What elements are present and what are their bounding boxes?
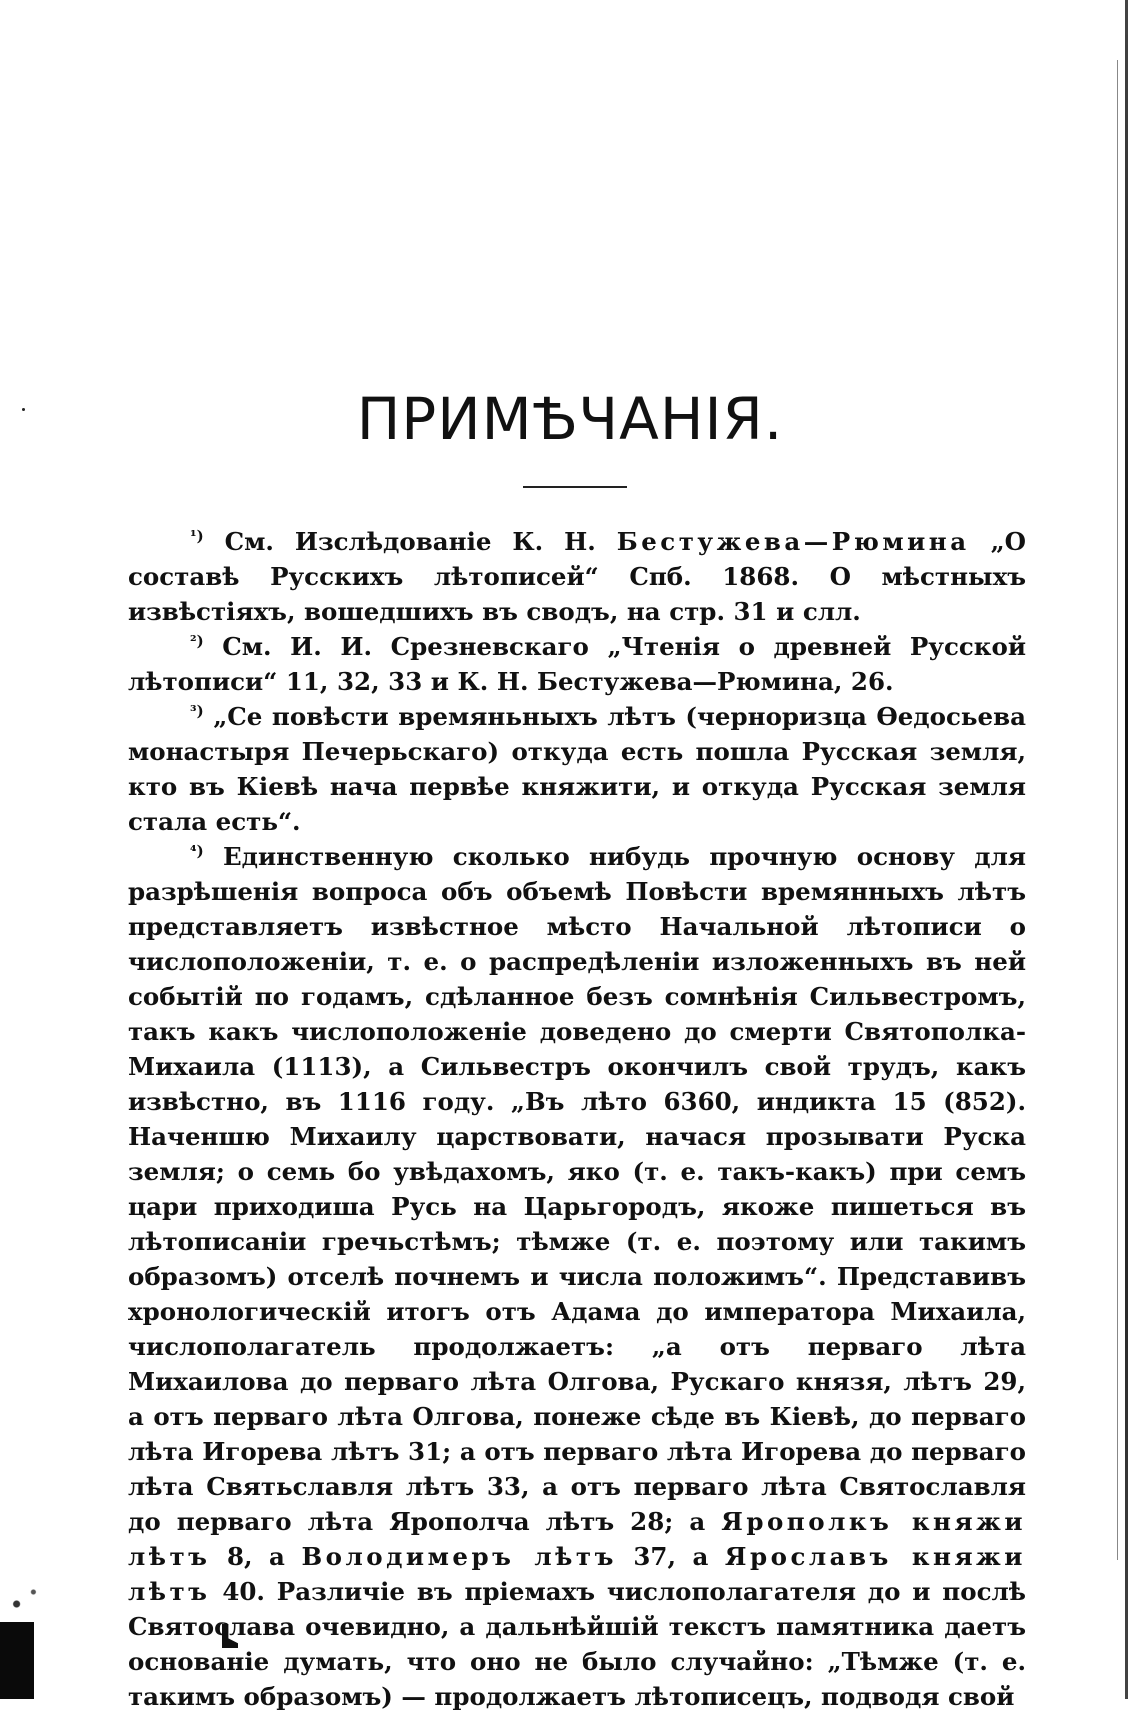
footnote-text: „О составѣ Русскихъ лѣтописей“ Спб. 1868. О мѣстныхъ извѣстіяхъ, вошедшихъ въ сводъ, на стр. 31 и слл.	[128, 527, 1026, 626]
title-rule-divider	[523, 486, 627, 488]
footnote-4	[128, 839, 1026, 1714]
scan-edge-thin-line	[1117, 60, 1118, 1560]
footnote-3	[128, 699, 1026, 839]
footnote-marker: ⁴)	[190, 842, 204, 860]
spaced-name-text: Володимеръ лѣтъ	[301, 1542, 617, 1571]
footnote-text: „Се повѣсти времяньныхъ лѣтъ (черноризца Ѳедосьева монастыря Печерьскаго) откуда есть пошла Русская земля, кто въ Кіевѣ нача первѣе княжити, и откуда Русская земля стала есть“.	[128, 702, 1026, 836]
footnote-text: 8, а	[210, 1542, 302, 1571]
notes-section	[128, 524, 1026, 1714]
footnote-text: 37, а	[616, 1542, 725, 1571]
spaced-name-text: Ярославъ княжи лѣтъ	[128, 1542, 1026, 1606]
footnote-marker: ³)	[190, 702, 204, 720]
footnote-text: 40. Различіе въ пріемахъ числополагателя до и послѣ Святослава очевидно, а дальнѣйшій текстъ памятника даетъ основаніе думать, что оно не было случайно: „Тѣмже (т. е. такимъ образомъ) — продолжаетъ лѣтописецъ, подводя свой	[128, 1577, 1026, 1711]
footnote-marker: ¹)	[190, 527, 204, 545]
spaced-name-text: Ярополкъ княжи лѣтъ	[128, 1507, 1026, 1571]
footnote-text: Единственную сколько нибудь прочную основу для разрѣшенія вопроса объ объемѣ Повѣсти времянныхъ лѣтъ представляетъ извѣстное мѣсто Начальной лѣтописи о числоположеніи, т. е. о распредѣленіи изложенныхъ въ ней событій по годамъ, сдѣланное безъ сомнѣнія Сильвестромъ, такъ какъ числоположеніе доведено до смерти Святополка-Михаила (1113), а Сильвестръ окончилъ свой трудъ, какъ извѣстно, въ 1116 году. „Въ лѣто 6360, индикта 15 (852). Наченшю Михаилу царствовати, начася прозывати Руска земля; о семь бо увѣдахомъ, яко (т. е. такъ-какъ) при семъ цари приходиша Русь на Царьгородъ, якоже пишеться въ лѣтописаніи гречьстѣмъ; тѣмже (т. е. поэтому или такимъ образомъ) отселѣ почнемъ и числа положимъ“. Представивъ хронологическій итогъ отъ Адама до императора Михаила, числополагатель продолжаетъ: „а отъ перваго лѣта Михаилова до перваго лѣта Олгова, Рускаго князя, лѣтъ 29, а отъ перваго лѣта Олгова, понеже сѣде въ Кіевѣ, до перваго лѣта Игорева лѣтъ 31; а отъ перваго лѣта Игорева до перваго лѣта Святьславля лѣтъ 33, а отъ перваго лѣта Святославля до перваго лѣта Ярополча лѣтъ 28; а	[128, 842, 1026, 1536]
scan-edge-line	[1125, 0, 1128, 1699]
footnote-2	[128, 629, 1026, 699]
scan-corner-shadow	[0, 1622, 34, 1699]
footnote-text: См. И. И. Срезневскаго „Чтенія о древней Русской лѣтописи“ 11, 32, 33 и К. Н. Бестужева—Рюмина, 26.	[128, 632, 1026, 696]
footnote-1	[128, 524, 1026, 629]
footnote-text: См. Изслѣдованіе К. Н.	[203, 527, 617, 556]
scan-artifact-spots	[4, 1580, 46, 1620]
footnote-marker: ²)	[190, 632, 204, 650]
spaced-name-text: Бестужева—Рюмина	[616, 527, 970, 556]
page-title: ПРИМѢЧАНІЯ.	[356, 385, 784, 453]
